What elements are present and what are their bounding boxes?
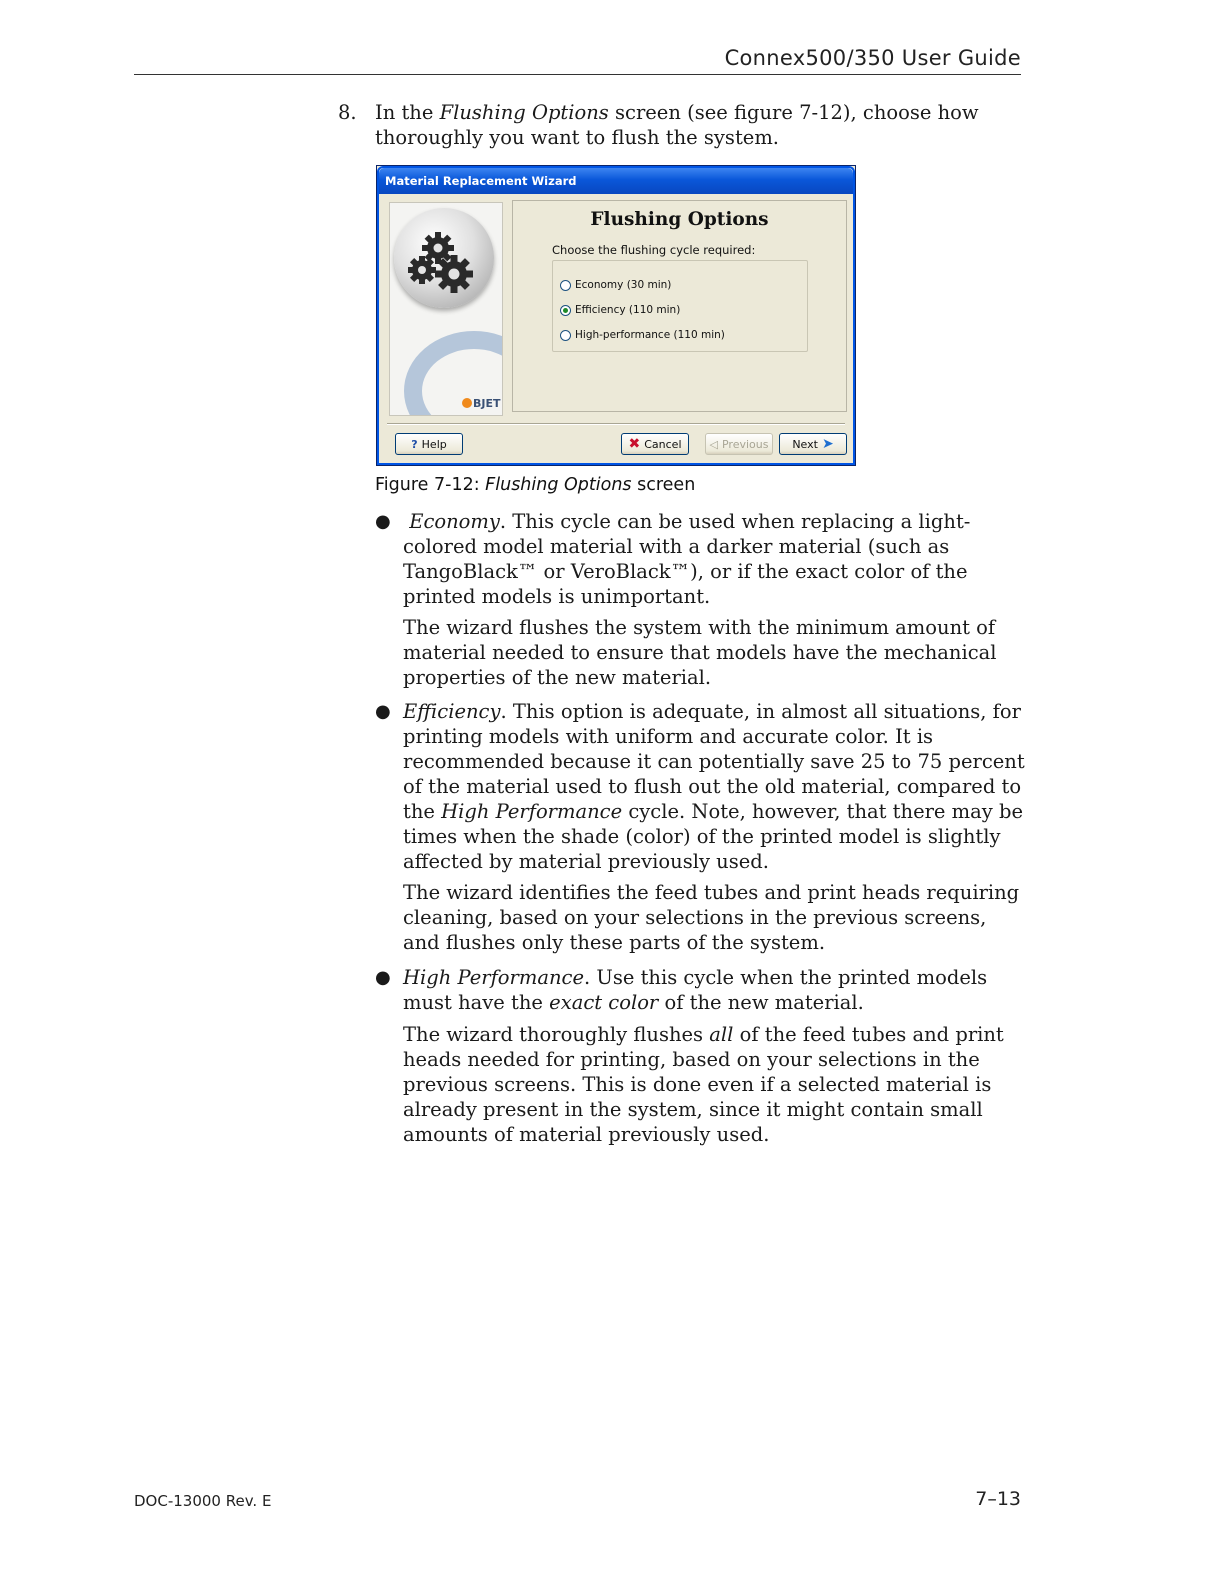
wizard-heading: Flushing Options xyxy=(590,209,769,230)
running-header xyxy=(134,44,1021,75)
cancel-icon: ✖ xyxy=(628,436,641,452)
radio-efficiency[interactable] xyxy=(560,305,571,316)
dialog-titlebar xyxy=(379,168,853,194)
help-button[interactable]: ? Help xyxy=(395,433,463,455)
material-replacement-dialog xyxy=(376,165,856,466)
wizard-content-pane xyxy=(512,200,847,412)
running-header-title: Connex500/350 User Guide xyxy=(724,46,1021,70)
arrow-right-icon: ➤ xyxy=(821,436,834,452)
efficiency-paragraph: Efficiency. This option is adequate, in almost all situations, for printing models with uniform and accurate color. It is recommended because it can potentially save 25 to 75 percent of the material used to flush out the old material, compared to the High Performance cycle. Note, however, that there may be times when the shade (color) of the printed model is slightly affected by material previously used. xyxy=(403,700,1025,873)
figure-caption: Figure 7-12: Flushing Options screen xyxy=(375,475,696,495)
option-efficiency-label: Efficiency (110 min) xyxy=(575,304,681,316)
efficiency-note: The wizard identifies the feed tubes and print heads requiring cleaning, based on your selections in the previous screens, and flushes only these parts of the system. xyxy=(403,881,1020,954)
previous-button[interactable]: ◁ Previous xyxy=(705,433,773,455)
option-high-performance-label: High-performance (110 min) xyxy=(575,329,725,341)
option-economy-label: Economy (30 min) xyxy=(575,279,672,291)
wizard-graphic-pane xyxy=(389,202,503,416)
bullet-dot: ● xyxy=(375,511,391,532)
page-number: 7–13 xyxy=(975,1488,1021,1510)
bullet-dot: ● xyxy=(375,967,391,988)
economy-paragraph: Economy. This cycle can be used when replacing a light-colored model material with a darker material (such as TangoBlack™ or VeroBlack™), or if the exact color of the printed models is unimportant. xyxy=(403,510,971,608)
option-high-performance[interactable] xyxy=(560,328,725,342)
cancel-button[interactable]: ✖ Cancel xyxy=(621,433,689,455)
flushing-prompt: Choose the flushing cycle required: xyxy=(552,243,756,257)
high-performance-note: The wizard thoroughly flushes all of the feed tubes and print heads needed for printing, based on your selections in the previous screens. This is done even if a selected material is already present in the system, since it might contain small amounts of material previously used. xyxy=(403,1023,1004,1146)
step-text: In the Flushing Options screen (see figure 7-12), choose how thoroughly you want to flush the system. xyxy=(375,101,979,149)
step-number: 8. xyxy=(338,101,357,124)
doc-id: DOC-13000 Rev. E xyxy=(134,1492,272,1510)
button-separator xyxy=(387,423,845,425)
help-icon: ? xyxy=(411,437,418,451)
arrow-left-icon: ◁ xyxy=(709,437,718,451)
gears-icon xyxy=(394,208,494,308)
flushing-options-group xyxy=(552,260,808,352)
high-performance-paragraph: High Performance. Use this cycle when the printed models must have the exact color of the new material. xyxy=(403,966,988,1014)
next-button[interactable]: Next ➤ xyxy=(779,433,847,455)
option-efficiency[interactable] xyxy=(560,303,680,317)
economy-note: The wizard flushes the system with the minimum amount of material needed to ensure that models have the mechanical properties of the new material. xyxy=(403,616,997,689)
option-economy[interactable] xyxy=(560,278,671,292)
bullet-dot: ● xyxy=(375,701,391,722)
dialog-title: Material Replacement Wizard xyxy=(385,174,577,188)
objet-logo: BJET xyxy=(462,397,501,410)
radio-high-performance[interactable] xyxy=(560,330,571,341)
radio-economy[interactable] xyxy=(560,280,571,291)
